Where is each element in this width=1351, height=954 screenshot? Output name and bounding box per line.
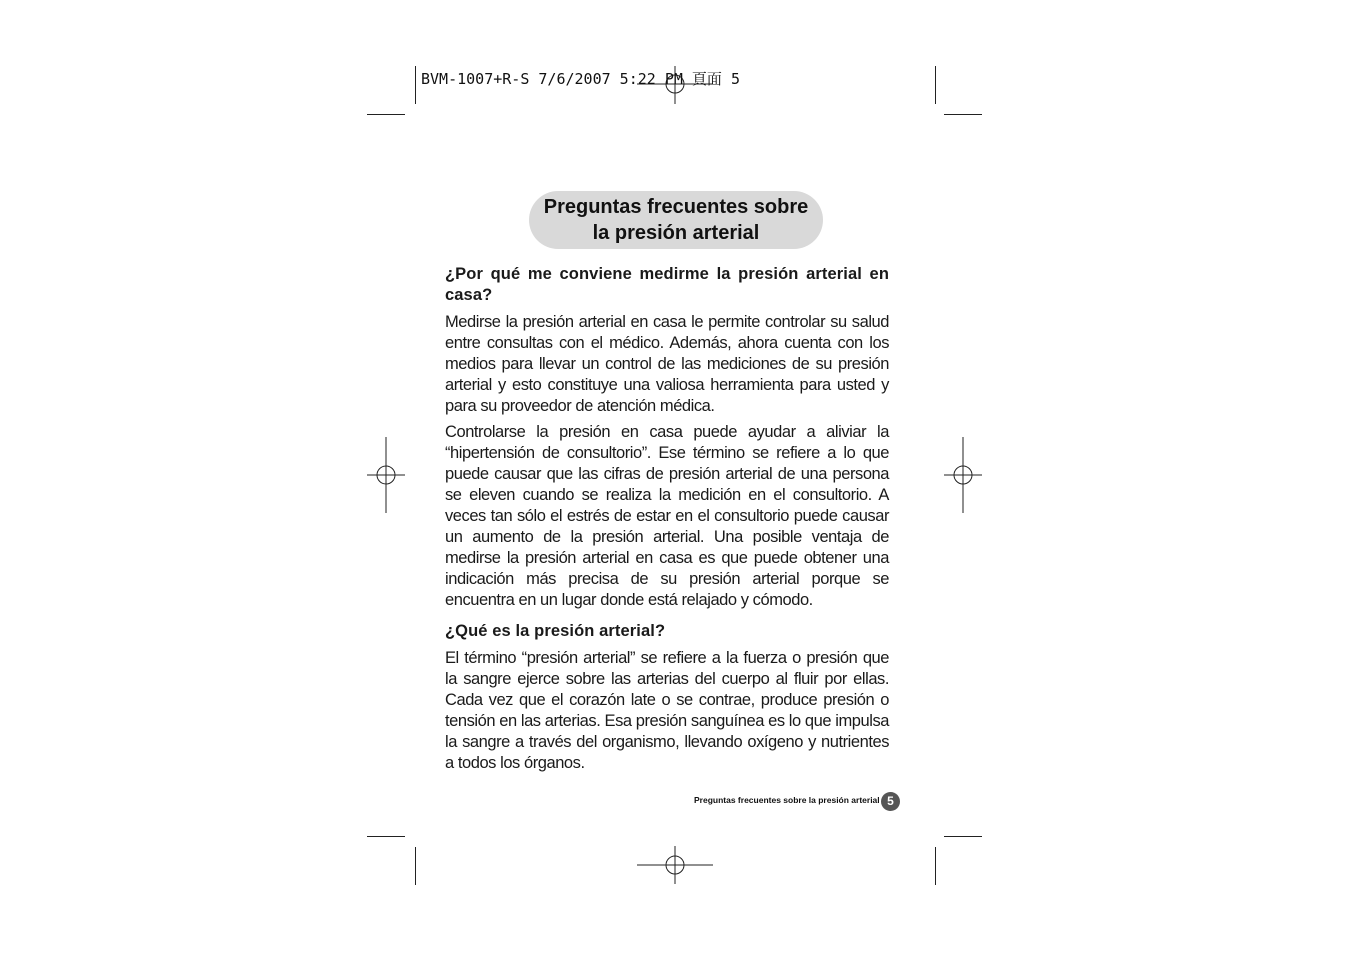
page-title-line-2: la presión arterial [592, 222, 760, 244]
registration-mark-bottom-icon [637, 846, 713, 884]
page-title-line-1: Preguntas frecuentes sobre [543, 196, 809, 218]
crop-mark-top-left-horizontal [367, 114, 405, 115]
crop-mark-top-right-horizontal [944, 114, 982, 115]
registration-mark-right-icon [944, 437, 982, 513]
crop-mark-bottom-right-vertical [935, 847, 936, 885]
question-heading: ¿Por qué me conviene medirme la presión arterial en casa? [445, 265, 889, 304]
crop-mark-bottom-left-horizontal [367, 836, 405, 837]
paragraph: Controlarse la presión en casa puede ayudar a aliviar la “hipertensión de consultorio”. Ese término se refiere a lo que puede causar que las cifras de presión arterial de una persona se eleven cuando se realiza la medición en el consultorio. A veces tan sólo el estrés de estar en el consultorio puede causar un aumento de la presión arterial. Una posible ventaja de medirse la presión arterial en casa es que puede obtener una indicación más precisa de su presión arterial porque se encuentra en un lugar donde está relajado y cómodo. [445, 423, 889, 609]
print-slug: BVM-1007+R-S 7/6/2007 5:22 PM 頁面 5 [421, 70, 740, 88]
page-title [529, 191, 823, 249]
main-content [445, 264, 889, 779]
crop-mark-top-left-vertical [415, 66, 416, 104]
page-number-badge: 5 [881, 792, 900, 811]
running-footer-title: Preguntas frecuentes sobre la presión arterial [694, 795, 880, 805]
paragraph: El término “presión arterial” se refiere a la fuerza o presión que la sangre ejerce sobre las arterias del cuerpo al fluir por ellas. Cada vez que el corazón late o se contrae, produce presión o tensión en las arterias. Esa presión sanguínea es lo que impulsa la sangre a través del organismo, llevando oxígeno y nutrientes a todos los órganos. [445, 649, 889, 772]
crop-mark-top-right-vertical [935, 66, 936, 104]
paragraph: Medirse la presión arterial en casa le permite controlar su salud entre consultas con el médico. Además, ahora cuenta con los medios para llevar un control de las mediciones de su presión arterial y esto constituye una valiosa herramienta para usted y para su proveedor de atención médica. [445, 313, 889, 415]
crop-mark-bottom-left-vertical [415, 847, 416, 885]
registration-mark-left-icon [367, 437, 405, 513]
question-heading: ¿Qué es la presión arterial? [445, 622, 666, 640]
crop-mark-bottom-right-horizontal [944, 836, 982, 837]
